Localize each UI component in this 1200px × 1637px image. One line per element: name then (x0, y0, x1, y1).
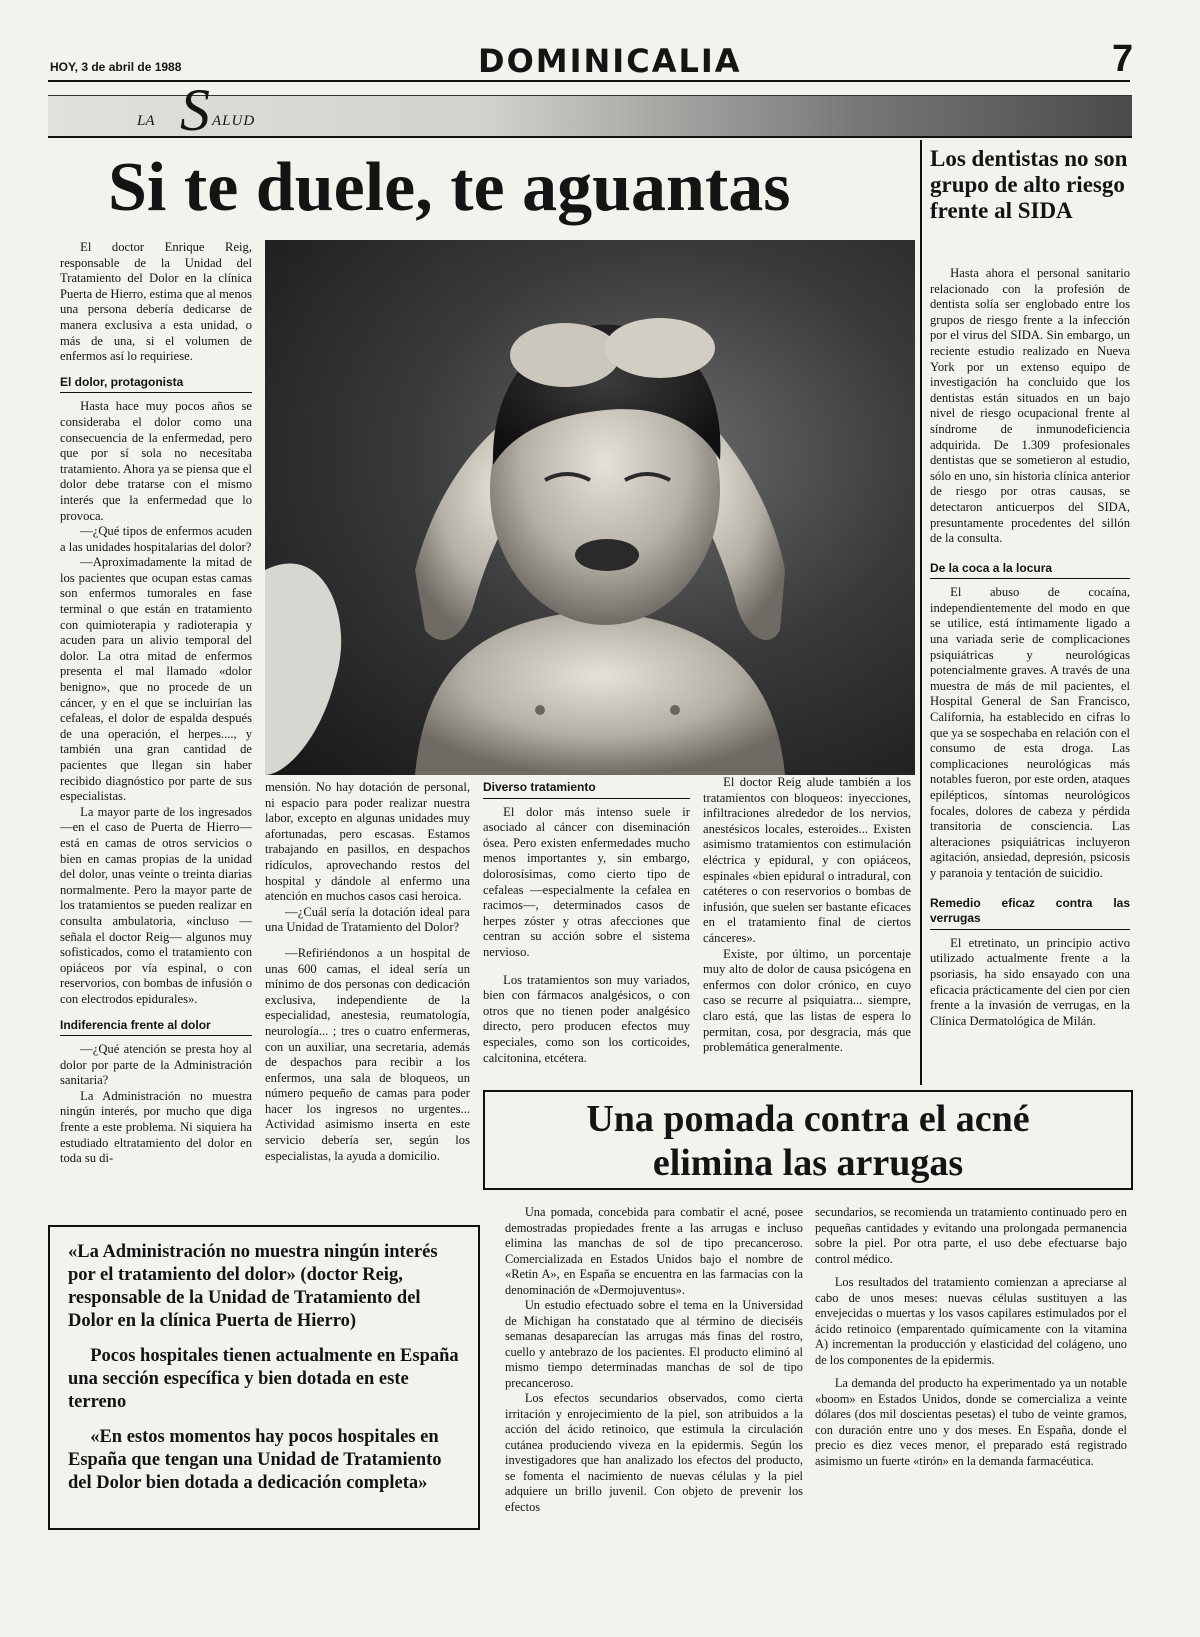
subhead-dolor-protagonista: El dolor, protagonista (60, 375, 252, 394)
paragraph: Un estudio efectuado sobre el tema en la Universidad de Michigan ha constatado que al término de dieciséis semanas desaparecían las arrugas más finas del rostro, cuello y antebrazo de los pacientes. El producto eliminó al mismo tiempo determinadas manchas de sol de tipo precanceroso. (505, 1298, 803, 1390)
subhead-coca-locura: De la coca a la locura (930, 561, 1130, 580)
pull-quote-2: Pocos hospitales tienen actualmente en España una sección específica y bien dotada en este terreno (68, 1346, 459, 1412)
subhead-indiferencia: Indiferencia frente al dolor (60, 1018, 252, 1037)
pull-quote-1: «La Administración no muestra ningún interés por el tratamiento del dolor» (doctor Reig, responsable de la Unidad de Tratamiento del Dolor en la clínica Puerta de Hierro) (68, 1242, 438, 1331)
sidebar-rule (920, 140, 922, 1085)
section-alud: ALUD (212, 113, 256, 129)
paragraph: La mayor parte de los ingresados —en el caso de Puerta de Hierro— está en camas de otros servicios o bien en camas propias de la unidad del dolor, unas veinte o treinta diarias normalmente. Pero la mayor parte de los tratamientos se pueden realizar en consulta ambulatoria, «incluso —señala el doctor Reig— algunos muy sofisticados, como el tratamiento con opiáceos por vía espinal, o con reservorios, con bombas de infusión o con electrodos epidurales». (60, 804, 252, 1006)
acne-column-1 (505, 1205, 803, 1515)
intro-paragraph: El doctor Enrique Reig, responsable de la Unidad del Tratamiento del Dolor en la clínica Puerta de Hierro, estima que al menos una persona debería dedicarse de manera exclusiva a esta unidad, o más de una, si el volumen de enfermos así lo requiriese. (60, 240, 252, 364)
paragraph: La Administración no muestra ningún interés, por mucho que diga frente a este problema. Ni siquiera ha estudiado eltratamiento del dolor en toda su di- (60, 1088, 252, 1166)
paragraph: —Aproximadamente la mitad de los pacientes que ocupan estas camas son enfermos tumorales en fase terminal o que están en tratamiento con quimioterapia y radioterapia y acuden para un alivio temporal del dolor. La otra mitad de enfermos presenta el mal llamado «dolor benigno», que no procede de un cáncer, y en el que se incluirían las cefaleas, el dolor de espalda después de una operación, el herpes...., y también una gran cantidad de pacientes que llegan sin haber recibido diagnóstico por parte de sus especialistas. (60, 555, 252, 804)
article-column-2 (265, 780, 470, 1164)
page-date: HOY, 3 de abril de 1988 (50, 60, 182, 74)
section-la: LA (137, 113, 155, 129)
paragraph: —¿Cuál sería la dotación ideal para una Unidad de Tratamiento del Dolor? (265, 904, 470, 935)
sidebar-headline: Los dentistas no son grupo de alto riesgo frente al SIDA (930, 146, 1128, 223)
acne-column-2 (815, 1205, 1127, 1469)
subhead-diverso-tratamiento: Diverso tratamiento (483, 780, 690, 799)
paragraph: —¿Qué atención se presta hoy al dolor por parte de la Administración sanitaria? (60, 1042, 252, 1088)
sidebar-column (930, 266, 1130, 1029)
photo-crying-child (265, 240, 915, 775)
subhead-remedio-verrugas: Remedio eficaz contra las verrugas (930, 896, 1130, 930)
section-s: S (180, 77, 210, 143)
paragraph: Hasta ahora el personal sanitario relacionado con la profesión de dentista solía ser englobado entre los grupos de riesgo frente a la infección por el virus del SIDA. Sin embargo, un reciente estudio realizado en Nueva York por un extenso equipo de investigación ha concluido que los dentistas están situados en un bajo nivel de riesgo ocupacional frente al síndrome de inmunodeficiencia adquirida. De 1.309 profesionales dentistas que se sometieron al estudio, sólo en uno, sin historia clínica anterior de riesgo por otras causas, se detectaron anticuerpos del SIDA, presuntamente procedentes del sillón de la consulta. (930, 266, 1130, 546)
paragraph: La demanda del producto ha experimentado ya un notable «boom» en Estados Unidos, donde se comercializa a veinte dólares (dos mil doscientas pesetas) el tubo de veinte gramos, con duración entre uno y dos meses. En España, donde el precio es diez veces menor, el preparado está registrado asimismo un fuerte «tirón» en la demanda farmacéutica. (815, 1376, 1127, 1468)
paragraph: El etretinato, un principio activo utilizado actualmente frente a la psoriasis, ha sido ensayado con una eficacia prácticamente del cien por cien frente a la invasión de verrugas, en la Clínica Dermatológica de Milán. (930, 935, 1130, 1028)
paragraph: El doctor Reig alude también a los tratamientos con bloqueos: inyecciones, infiltraciones alrededor de los nervios, anestésicos locales, esteroides... Existen asimismo tratamientos con estimulación eléctrica y epidural, y con opiáceos, espinales «bien epidural o intradural, con catéteres o con reservorios o bombas de infusión, que suelen ser bastante eficaces en el tratamiento final de ciertos cánceres». (703, 775, 911, 945)
acne-headline-line-2: elimina las arrugas (652, 1142, 964, 1184)
paragraph: Los efectos secundarios observados, como cierta irritación y enrojecimiento de la piel, son atribuidos a la acción del ácido retinoico, que estimula la circulación cutánea produciendo viveza en la epidermis. Según los investigadores que han analizado los efectos del producto, se fomenta el nacimiento de nuevas células y la piel adquiere un brillo juvenil. Con objeto de prevenir los efectos (505, 1391, 803, 1514)
main-headline: Si te duele, te aguantas (108, 149, 791, 226)
paragraph: —¿Qué tipos de enfermos acuden a las unidades hospitalarias del dolor? (60, 524, 252, 554)
pull-quote-box (48, 1225, 480, 1530)
article-column-3 (483, 772, 690, 1066)
paragraph: secundarios, se recomienda un tratamiento continuado pero en pequeñas cantidades y evitando una prolongada permanencia sobre la piel. Por otra parte, el uso debe efectuarse bajo control médico. (815, 1205, 1127, 1266)
acne-headline-line-1: Una pomada contra el acné (586, 1098, 1030, 1140)
paragraph: Los tratamientos son muy variados, bien con fármacos analgésicos, o con otros que no tienen poder analgésico directo, pero producen efectos muy especiales, como son los corticoides, calcitonina, etcétera. (483, 972, 690, 1065)
paragraph: Los resultados del tratamiento comienzan a apreciarse al cabo de unos meses: nuevas células sustituyen a las envejecidas o muertas y los vasos capilares estimulados por el ácido retinoico (emparentado químicamente con la vitamina A) incrementan la producción y elasticidad del colágeno, uno de los componentes de la epidermis. (815, 1275, 1127, 1367)
paragraph: Existe, por último, un porcentaje muy alto de dolor de causa psicógena en enfermos con dolor crónico, en cuyo caso se recurre al psiquiatra... siempre, claro está, que las listas de espera lo permitan, cosa, por desgracia, más que problemática generalmente. (703, 946, 911, 1055)
acne-box (483, 1090, 1133, 1190)
page-number: 7 (1112, 38, 1134, 80)
paragraph: El abuso de cocaína, independientemente del modo en que se utilice, está íntimamente ligado a una variada serie de complicaciones psiquiátricas y neurológicas potencialmente graves. A través de una muestra de más de mil pacientes, el Hospital General de San Francisco, California, ha establecido en cifras lo que ya se sospechaba en relación con el consumo de esta droga. Las complicaciones neurológicas más notables fueron, por este orden, ataques epilépticos, síntomas neurológicos focales, dolores de cabeza y pérdida transitoria de consciencia. Las alteraciones psiquiátricas incluyeron agitación, ansiedad, depresión, psicosis y paranoia y tentación de suicidio. (930, 585, 1130, 880)
paragraph: El dolor más intenso suele ir asociado al cáncer con diseminación ósea. Pero existen enfermedades mucho menos importantes y, sin embargo, dolorosísimas, como cierto tipo de cefaleas —especialmente la cefalea en racimos—, determinados casos de herpes zóster y otras afecciones que centran su acción sobre el sistema nervioso. (483, 804, 690, 959)
masthead: DOMINICALIA (478, 42, 742, 80)
section-banner (48, 95, 1132, 138)
paragraph: Hasta hace muy pocos años se consideraba el dolor como una consecuencia de la enfermedad, pero que por sí sola no necesitaba tratamiento. Ahora ya se piensa que el dolor debe tratarse con el mismo interés que la enfermedad que lo provoca. (60, 399, 252, 523)
paragraph: —Refiriéndonos a un hospital de unas 600 camas, el ideal sería un mínimo de dos personas con dedicación exclusiva, independiente de la especialidad, anestesia, reumatología, neurología... ; tres o cuatro enfermeras, con un auxiliar, una secretaria, además de despachos para recibir a los enfermos, una sala de bloqueos, un número pequeño de camas para poder hacer los ingresos no urgentes... Actividad asimismo inserta en este servicio debería ser, según los especialistas, la ayuda a domicilio. (265, 945, 470, 1163)
paragraph: mensión. No hay dotación de personal, ni espacio para poder realizar nuestra labor, excepto en algunas unidades muy afortunadas, pero escasas. Estamos trabajando en pasillos, en despachos ridículos, aprovechando restos del hospital y dándole al enfermo una atención en muchos casos casi heroica. (265, 780, 470, 904)
child-figure-illustration (265, 240, 915, 775)
header-rule (48, 80, 1130, 82)
pull-quote-3: «En estos momentos hay pocos hospitales en España que tengan una Unidad de Tratamiento del Dolor bien dotada a dedicación completa» (68, 1427, 442, 1493)
article-column-4 (703, 775, 911, 1056)
article-column-1 (60, 240, 252, 1167)
paragraph: Una pomada, concebida para combatir el acné, posee demostradas propiedades frente a las arrugas e incluso elimina las manchas de sol de tipo precanceroso. Comercializada en Estados Unidos bajo el nombre de «Retin A», en España se encuentra en las farmacias con la denominación de «Dermojuventus». (505, 1205, 803, 1297)
